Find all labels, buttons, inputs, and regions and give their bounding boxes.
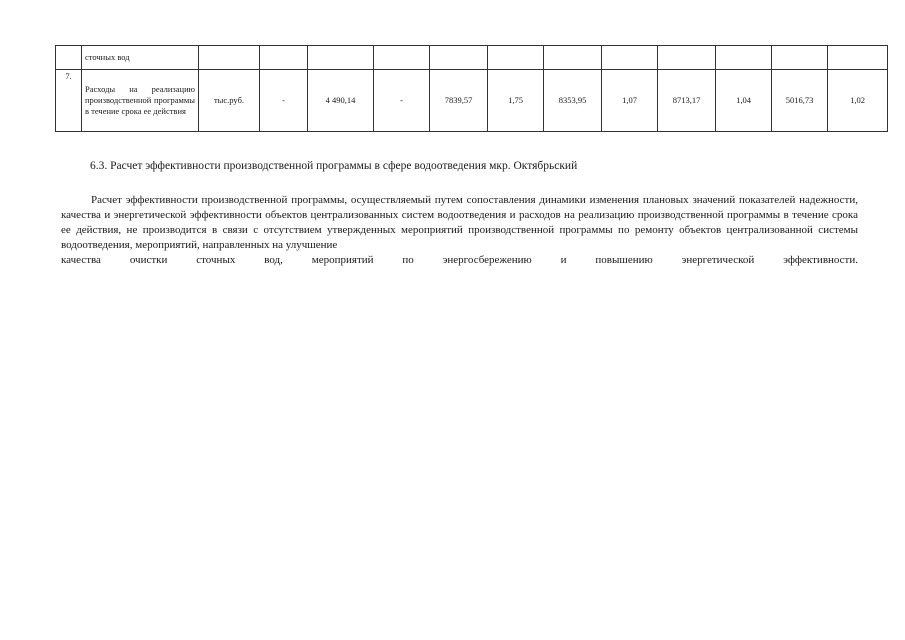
value-cell xyxy=(488,46,544,70)
value-cell: 8713,17 xyxy=(658,70,716,132)
value-cell: 1,02 xyxy=(828,70,888,132)
value-cell: 8353,95 xyxy=(544,70,602,132)
value-cell xyxy=(544,46,602,70)
section-heading: 6.3. Расчет эффективности производственной программы в сфере водоотведения мкр. Октябрьский xyxy=(90,160,578,172)
value-cell xyxy=(374,46,430,70)
value-cell xyxy=(658,46,716,70)
body-paragraph: Расчет эффективности производственной программы, осуществляемый путем сопоставления динамики изменения плановых значений показателей надежности, качества и энергетической эффективности объектов централизованных систем водоотведения и расходов на реализацию производственной программы в течение срока ее действия, не производится в связи с отсутствием утвержденных мероприятий производственной программы по ремонту объектов централизованной системы водоотведения, мероприятий, направленных на улучшение xyxy=(61,194,858,251)
table-row xyxy=(56,70,888,132)
row-number-cell xyxy=(56,46,82,70)
value-cell: 4 490,14 xyxy=(308,70,374,132)
value-cell: - xyxy=(260,70,308,132)
program-table xyxy=(55,45,888,132)
value-cell xyxy=(772,46,828,70)
table-row xyxy=(56,46,888,70)
unit-cell: тыс.руб. xyxy=(199,70,260,132)
row-name-cell: сточных вод xyxy=(82,46,199,70)
value-cell xyxy=(716,46,772,70)
value-cell: 1,75 xyxy=(488,70,544,132)
value-cell: 5016,73 xyxy=(772,70,828,132)
value-cell xyxy=(260,46,308,70)
value-cell xyxy=(828,46,888,70)
value-cell xyxy=(430,46,488,70)
row-number-cell: 7. xyxy=(56,70,82,132)
value-cell: 1,07 xyxy=(602,70,658,132)
value-cell xyxy=(308,46,374,70)
value-cell: - xyxy=(374,70,430,132)
row-name-cell: Расходы на реализацию производственной программы в течение срока ее действия xyxy=(82,70,199,132)
body-paragraph-last-line: качества очистки сточных вод, мероприятий по энергосбережению и повышению энергетической эффективности. xyxy=(61,254,858,266)
value-cell: 1,04 xyxy=(716,70,772,132)
value-cell xyxy=(602,46,658,70)
value-cell: 7839,57 xyxy=(430,70,488,132)
unit-cell xyxy=(199,46,260,70)
